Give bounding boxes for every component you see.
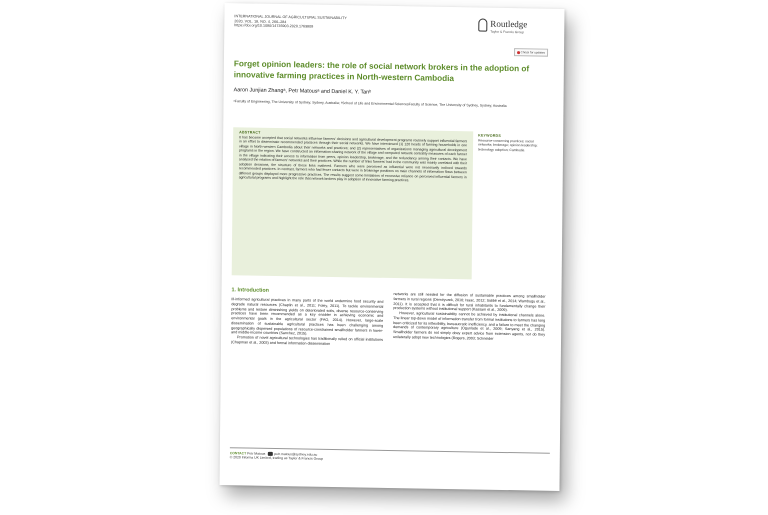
check-updates-icon bbox=[517, 51, 520, 54]
journal-header bbox=[234, 14, 404, 31]
article-title: Forget opinion leaders: the role of social network brokers in the adoption of innovative farming practices in North-western Cambodia bbox=[233, 59, 530, 83]
paper-page bbox=[219, 3, 564, 491]
paragraph: Ill-informed agricultural practices in many parts of the world undermine food security and degrade natural resources (Chaplin et al., 2011; Foley, 2011). To tackle environmental problems and restore diminishing yields on deteriorated soils, diverse resource-conserving practices have been recommended as a key enabler in achieving economic and environmental goals in the agricultural sector (FAO, 2014). However, large-scale dissemination of sustainable agricultural practices has been challenging among geographically dispersed populations of resource-constrained smallholder farmers in lower- and middle-income countries (Sanchez, 2015). bbox=[231, 297, 384, 336]
abstract-heading: ABSTRACT bbox=[239, 130, 261, 135]
keywords-heading: KEYWORDS bbox=[478, 133, 501, 138]
keywords-text: Resource-conserving practices; social networks; brokerage; opinion leadership; technology adoption; Cambodia bbox=[478, 138, 538, 152]
keywords-box bbox=[478, 133, 548, 152]
publisher-sub: Taylor & Francis Group bbox=[490, 29, 524, 35]
abstract-text: It has become accepted that social networks influence farmers' decisions and agricultural development programs routinely support influential farmers in an effort to disseminate recommended practices through their social networks. We have interviewed (1) 120 heads of farming households in one village in North-western Cambodia about their networks and practices; and (2) representatives of organizations managing agricultural development programs in the region. We have constructed an information-sharing network of the village and computed network centrality measures of each farmer in the village indicating their access to information from peers, opinion leadership, brokerage, and the redundancy among their contacts. We have analysed the relation of farmers' networks and their practices. While the number of links farmers' had in the community was mainly unrelated with their adoption decisions, the structure of these links mattered. Farmers who were perceived as influential were not necessarily inclined towards recommended practices. In contrast, farmers who had fewer contacts but were in brokerage positions on main channels of information flows between different groups displayed more progressive practices. The results suggest some limitations of excessive reliance on perceived influential farmers in agricultural programs and highlight the role that network brokers play in adoption of innovative farming practices. bbox=[238, 135, 468, 183]
check-updates-button[interactable] bbox=[514, 48, 548, 57]
publisher-name: Routledge bbox=[490, 18, 528, 30]
journal-name: INTERNATIONAL JOURNAL OF AGRICULTURAL SUSTAINABILITY bbox=[234, 14, 347, 21]
contact-name: Petr Matous bbox=[247, 451, 266, 456]
journal-doi[interactable]: https://doi.org/10.1080/14735903.2020.1769808 bbox=[234, 23, 314, 29]
contact-email[interactable]: petr.matous@sydney.edu.au bbox=[274, 451, 318, 457]
contact-label: CONTACT bbox=[229, 451, 247, 456]
paragraph: However, agricultural sustainability cannot be achieved by institutional channels alone. The linear top-down model of information transfer from formal institutions to farmers has long been criticized for its inflexibility, bureaucratic inefficiency, and a failure to meet the changing demands of contemporary agriculture (Ogunlade et al., 2009; Sanyang et al., 2015). Smallholder farmers do not simply obey expert advice from extension agents, nor do they unilaterally adopt new technologies (Rogers, 2003; Schneider bbox=[393, 311, 546, 341]
journal-volume: 2020, VOL. 18, NO. 4, 266–284 bbox=[234, 18, 287, 24]
routledge-logo-icon bbox=[478, 18, 487, 31]
section-heading: 1. Introduction bbox=[231, 287, 270, 294]
copyright: © 2020 Informa UK Limited, trading as Taylor & Francis Group bbox=[229, 455, 324, 462]
body-column-right bbox=[393, 292, 545, 342]
paragraph: networks are still needed for the diffusion of sustainable practices among smallholder farmers in rural regions (Demiryurek, 2010; Isaac, 2012; Sidibé et al., 2014; Wambugu et al., 2011). It is accepted that it is difficult for rural inhabitants to fundamentally change their production systems without institutional support (Kassam et al., 2009). bbox=[393, 292, 546, 313]
abstract-box bbox=[232, 127, 474, 279]
paragraph: Promotion of novel agricultural technologies has traditionally relied on official institutions (Chapman et al., 2003) and formal information-dissemination bbox=[230, 335, 384, 346]
email-icon bbox=[267, 452, 272, 456]
article-affiliation: ᵃFaculty of Engineering, The University of Sydney, Sydney, Australia; ᵇSchool of Life and Environmental SciencesFaculty of Science, The University of Sydney, Sydney, Australia bbox=[233, 99, 507, 108]
body-column-left bbox=[231, 297, 383, 347]
check-updates-label: Check for updates bbox=[520, 50, 546, 55]
article-authors: Aaron Junjian Zhangᵃ, Petr Matousᵃ and Daniel K. Y. Tanᵇ bbox=[233, 87, 372, 96]
footer bbox=[230, 447, 550, 465]
publisher-logo bbox=[478, 17, 548, 40]
